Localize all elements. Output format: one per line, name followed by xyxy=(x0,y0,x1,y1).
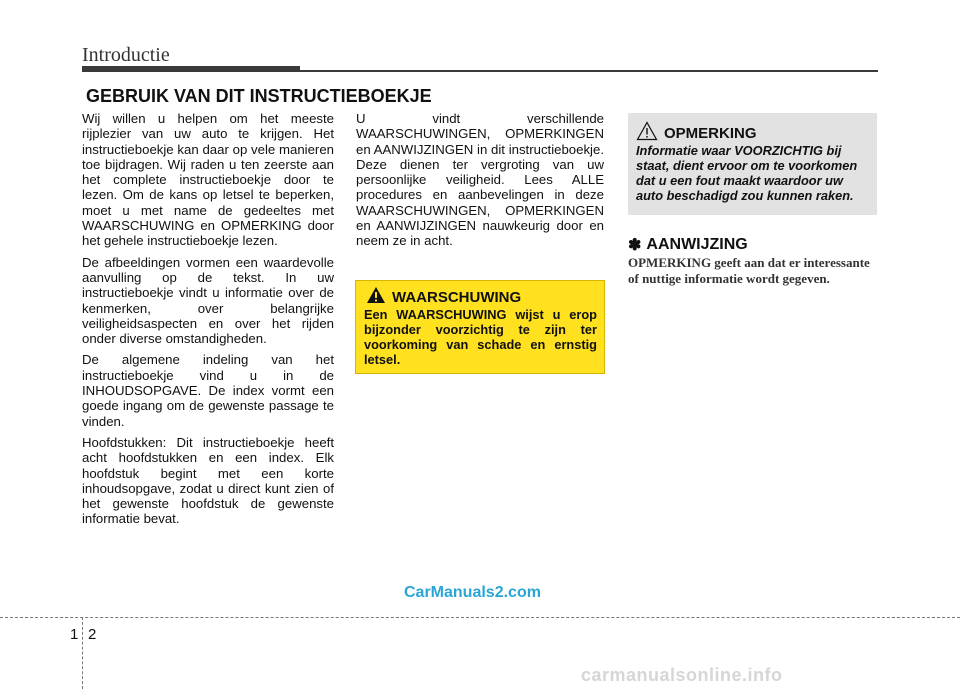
page-number: 2 xyxy=(88,626,97,643)
hint-heading xyxy=(628,235,748,255)
warning-triangle-icon xyxy=(366,286,386,308)
section-title: GEBRUIK VAN DIT INSTRUCTIEBOEKJE xyxy=(86,86,432,106)
warning-body: Een WAARSCHUWING wijst u erop bijzonder voorzichtig te zijn ter voorkoming van schade en ernstig letsel. xyxy=(364,307,597,367)
paragraph: Hoofdstukken: Dit instructieboekje heeft acht hoofdstukken en een index. Elk hoofdstuk begint met een korte inhoudsopgave, zodat u direct kunt zien of het gewenste hoofdstuk de gewenste informatie bevat. xyxy=(82,434,334,527)
header-rule-thick xyxy=(82,66,300,72)
footer-rule xyxy=(0,617,960,618)
warning-heading xyxy=(366,286,521,308)
footer-vertical-rule xyxy=(82,617,83,689)
note-box xyxy=(628,113,877,215)
caution-triangle-icon xyxy=(636,121,658,145)
intro-column-1 xyxy=(82,111,334,533)
watermark-top[interactable]: CarManuals2.com xyxy=(404,584,541,601)
page-section-number: 1 xyxy=(70,626,79,643)
hint-heading-label: AANWIJZING xyxy=(646,236,748,253)
header-rule-thin xyxy=(300,70,878,72)
intro-column-2 xyxy=(356,111,604,255)
asterisk-icon: ✽ xyxy=(628,237,642,254)
note-heading xyxy=(636,121,757,145)
note-body: Informatie waar VOORZICHTIG bij staat, dient ervoor om te voorkomen dat u een fout maakt waardoor uw auto beschadigd zou kunnen raken. xyxy=(636,143,858,203)
paragraph: De afbeeldingen vormen een waardevolle aanvulling op de tekst. In uw instructieboekje vindt u informatie over de kenmerken, over belangrijke veiligheidsaspecten en over het rijden onder diverse omstandigheden. xyxy=(82,254,334,347)
paragraph: De algemene indeling van het instructieboekje vind u in de INHOUDSOPGAVE. De index vormt een goede ingang om de gewenste passage te vinden. xyxy=(82,352,334,429)
warning-heading-label: WAARSCHUWING xyxy=(392,288,522,306)
page-header-title: Introductie xyxy=(82,44,170,66)
watermark-bottom[interactable]: carmanualsonline.info xyxy=(581,665,783,685)
warning-box xyxy=(355,280,605,374)
note-heading-label: OPMERKING xyxy=(664,124,757,142)
paragraph: U vindt verschillende WAARSCHUWINGEN, OPMERKINGEN en AANWIJZINGEN in dit instructieboekje. Deze dienen ter vergroting van uw persoonlijke veiligheid. Lees ALLE procedures en aanbevelingen in deze WAARSCHUWINGEN, OPMERKINGEN en AANWIJZINGEN nauwkeurig door en neem ze in acht. xyxy=(356,111,604,249)
hint-body: OPMERKING geeft aan dat er interessante of nuttige informatie wordt gegeven. xyxy=(628,255,870,286)
paragraph: Wij willen u helpen om het meeste rijplezier van uw auto te krijgen. Het instructieboekje kan daar op vele manieren toe bijdragen. Wij raden u ten zeerste aan het complete instructieboekje door te lezen. Om de kans op letsel te beperken, moet u met name de gedeeltes met WAARSCHUWING en OPMERKING door het gehele instructieboekje lezen. xyxy=(82,111,334,249)
